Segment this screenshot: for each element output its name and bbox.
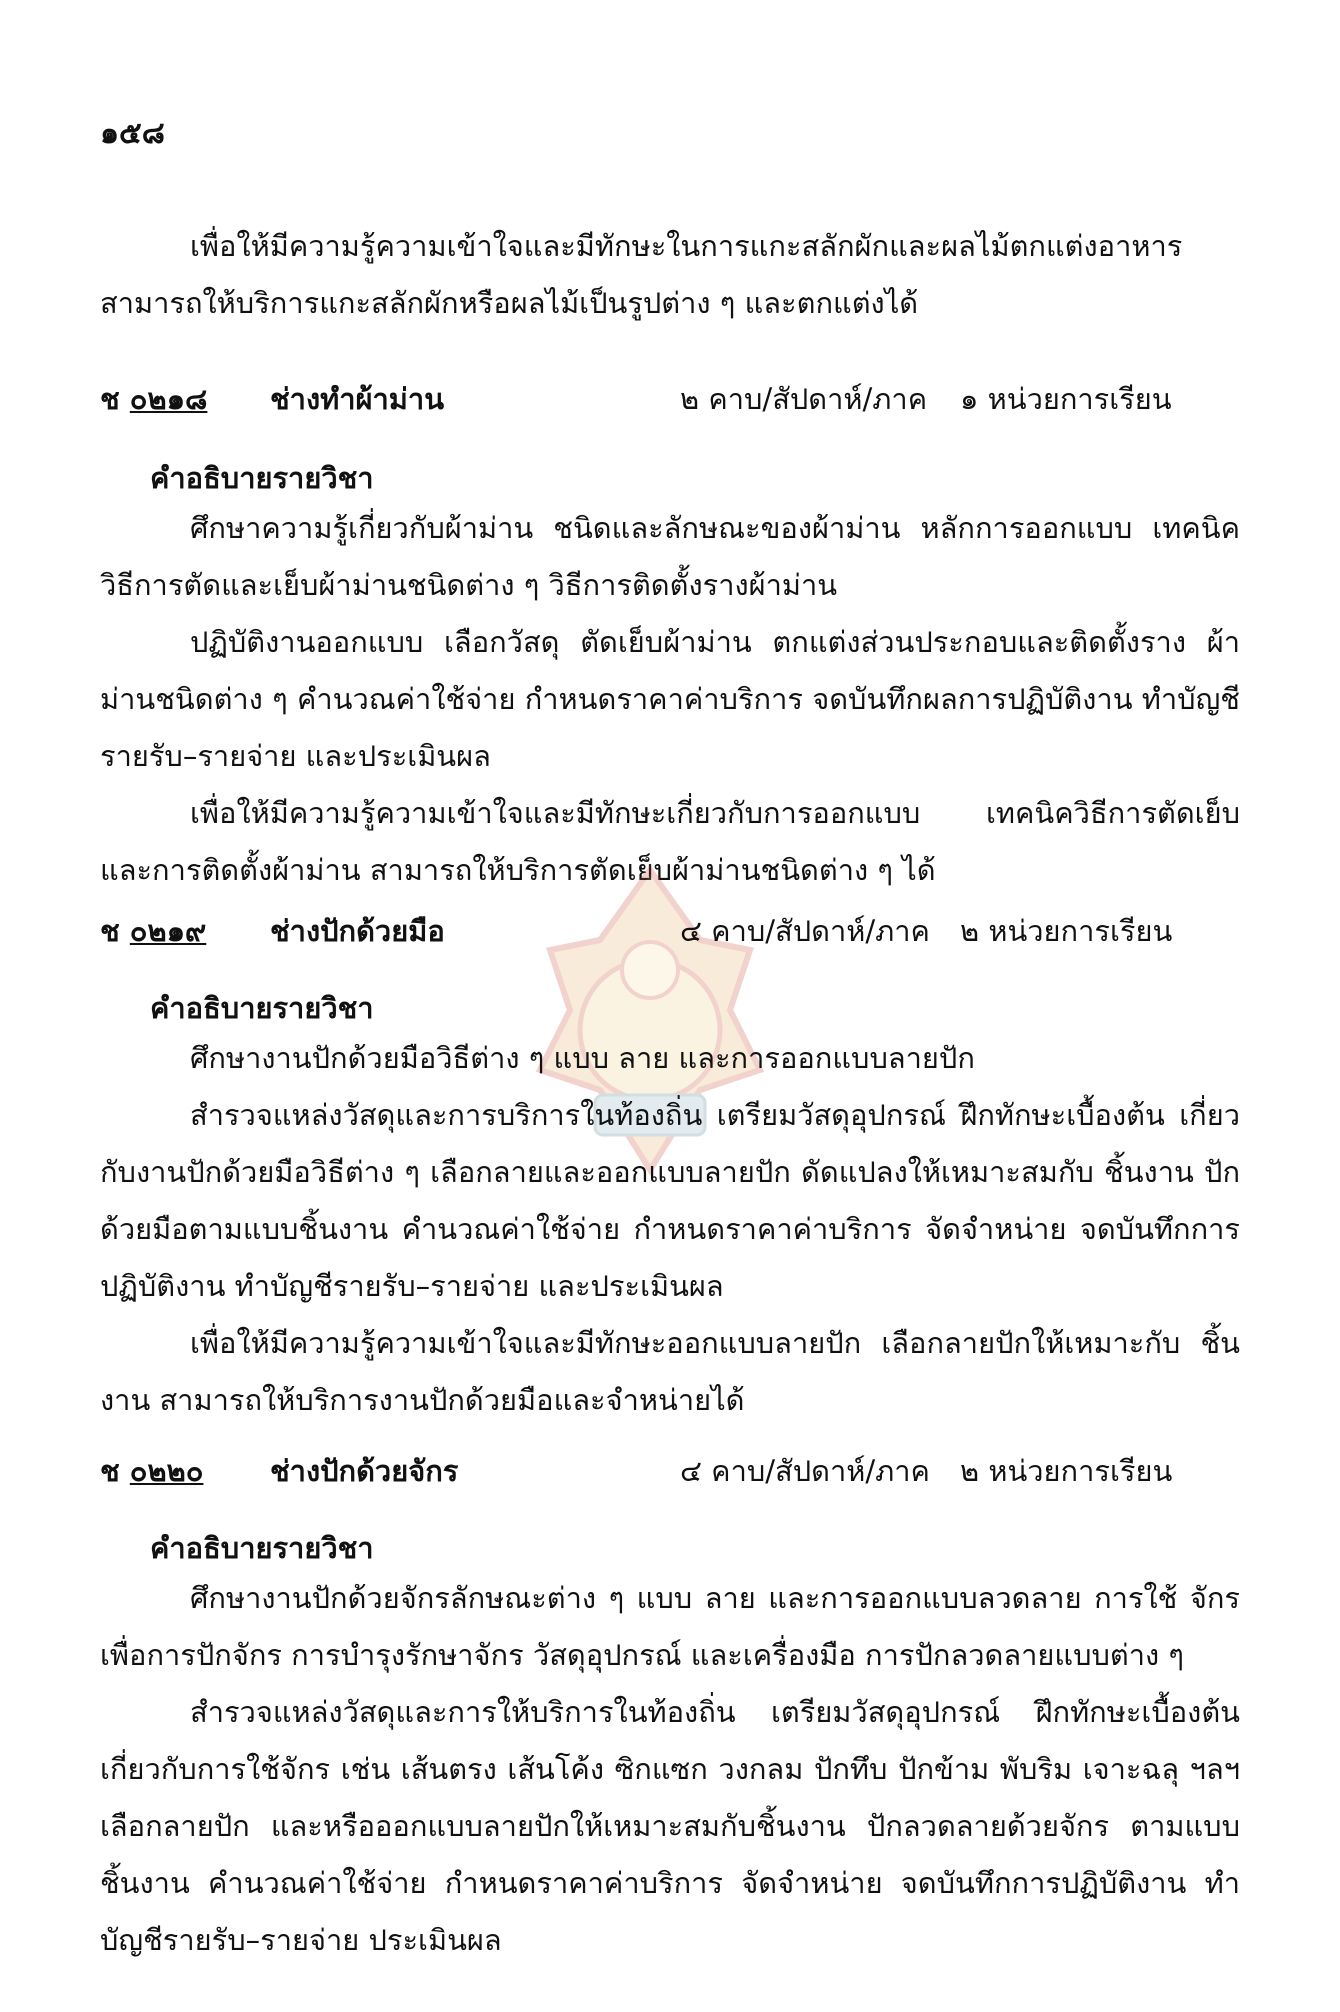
course-description-heading: คำอธิบายรายวิชา xyxy=(150,461,374,495)
course-hours: ๔ คาบ/สัปดาห์/ภาค xyxy=(680,914,930,948)
course-paragraph: สำรวจแหล่งวัสดุและการบริการในท้องถิ่น เตรียมวัสดุอุปกรณ์ ฝึกทักษะเบื้องต้น เกี่ยวกับงานปักด้วยมือวิธีต่าง ๆ เลือกลายและออกแบบลายปัก ดัดแปลงให้เหมาะสมกับ ชิ้นงาน ปักด้วยมือตามแบบชิ้นงาน คำนวณค่าใช้จ่าย กำหนดราคาค่าบริการ จัดจำหน่าย จดบันทึกการปฏิบัติงาน ทำบัญชีรายรับ–รายจ่าย และประเมินผล xyxy=(100,1098,1240,1303)
course-code: ช ๐๒๒๐ xyxy=(100,1454,204,1488)
course-paragraph: ศึกษางานปักด้วยจักรลักษณะต่าง ๆ แบบ ลาย และการออกแบบลวดลาย การใช้ จักรเพื่อการปักจักร การบำรุงรักษาจักร วัสดุอุปกรณ์ และเครื่องมือ การปักลวดลายแบบต่าง ๆ xyxy=(100,1581,1240,1672)
course-paragraph: เพื่อให้มีความรู้ความเข้าใจและมีทักษะเกี่ยวกับการออกแบบ เทคนิควิธีการตัดเย็บ และการติดตั้งผ้าม่าน สามารถให้บริการตัดเย็บผ้าม่านชนิดต่าง ๆ ได้ xyxy=(100,796,1240,887)
course-paragraph: เพื่อให้มีความรู้ความเข้าใจและมีทักษะออกแบบลายปัก เลือกลายปักให้เหมาะกับ ชิ้นงาน สามารถให้บริการงานปักด้วยมือและจำหน่ายได้ xyxy=(100,1326,1240,1417)
course-hours: ๔ คาบ/สัปดาห์/ภาค xyxy=(680,1454,930,1488)
course-credits: ๒ หน่วยการเรียน xyxy=(960,914,1173,948)
course-code: ช ๐๒๑๙ xyxy=(100,914,207,948)
page-number: ๑๕๘ xyxy=(100,116,165,151)
course-header-0219 xyxy=(100,900,1240,960)
course-paragraph: ปฏิบัติงานออกแบบ เลือกวัสดุ ตัดเย็บผ้าม่าน ตกแต่งส่วนประกอบและติดตั้งราง ผ้าม่านชนิดต่าง ๆ คำนวณค่าใช้จ่าย กำหนดราคาค่าบริการ จดบันทึกผลการปฏิบัติงาน ทำบัญชีรายรับ–รายจ่าย และประเมินผล xyxy=(100,625,1240,773)
course-code: ช ๐๒๑๘ xyxy=(100,382,208,416)
course-header-0218 xyxy=(100,368,1240,428)
course-paragraph: ศึกษาความรู้เกี่ยวกับผ้าม่าน ชนิดและลักษณะของผ้าม่าน หลักการออกแบบ เทคนิค วิธีการตัดและเย็บผ้าม่านชนิดต่าง ๆ วิธีการติดตั้งรางผ้าม่าน xyxy=(100,511,1240,602)
course-credits: ๒ หน่วยการเรียน xyxy=(960,1454,1173,1488)
course-paragraph: สำรวจแหล่งวัสดุและการให้บริการในท้องถิ่น เตรียมวัสดุอุปกรณ์ ฝึกทักษะเบื้องต้น เกี่ยวกับการใช้จักร เช่น เส้นตรง เส้นโค้ง ซิกแซก วงกลม ปักทึบ ปักข้าม พับริม เจาะฉลุ ฯลฯ เลือกลายปัก และหรือออกแบบลายปักให้เหมาะสมกับชิ้นงาน ปักลวดลายด้วยจักร ตามแบบชิ้นงาน คำนวณค่าใช้จ่าย กำหนดราคาค่าบริการ จัดจำหน่าย จดบันทึกการปฏิบัติงาน ทำบัญชีรายรับ–รายจ่าย ประเมินผล xyxy=(100,1695,1240,1957)
course-header-0220 xyxy=(100,1440,1240,1500)
course-description-heading: คำอธิบายรายวิชา xyxy=(150,1531,374,1565)
course-name: ช่างปักด้วยจักร xyxy=(270,1454,459,1488)
course-hours: ๒ คาบ/สัปดาห์/ภาค xyxy=(680,382,928,416)
course-credits: ๑ หน่วยการเรียน xyxy=(960,382,1172,416)
course-name: ช่างปักด้วยมือ xyxy=(270,914,445,948)
course-paragraph: ศึกษางานปักด้วยมือวิธีต่าง ๆ แบบ ลาย และการออกแบบลายปัก xyxy=(190,1041,975,1075)
course-name: ช่างทำผ้าม่าน xyxy=(270,382,445,416)
course-description-heading: คำอธิบายรายวิชา xyxy=(150,991,374,1025)
intro-objective: เพื่อให้มีความรู้ความเข้าใจและมีทักษะในการแกะสลักผักและผลไม้ตกแต่งอาหาร สามารถให้บริการแกะสลักผักหรือผลไม้เป็นรูปต่าง ๆ และตกแต่งได้ xyxy=(100,229,1183,320)
